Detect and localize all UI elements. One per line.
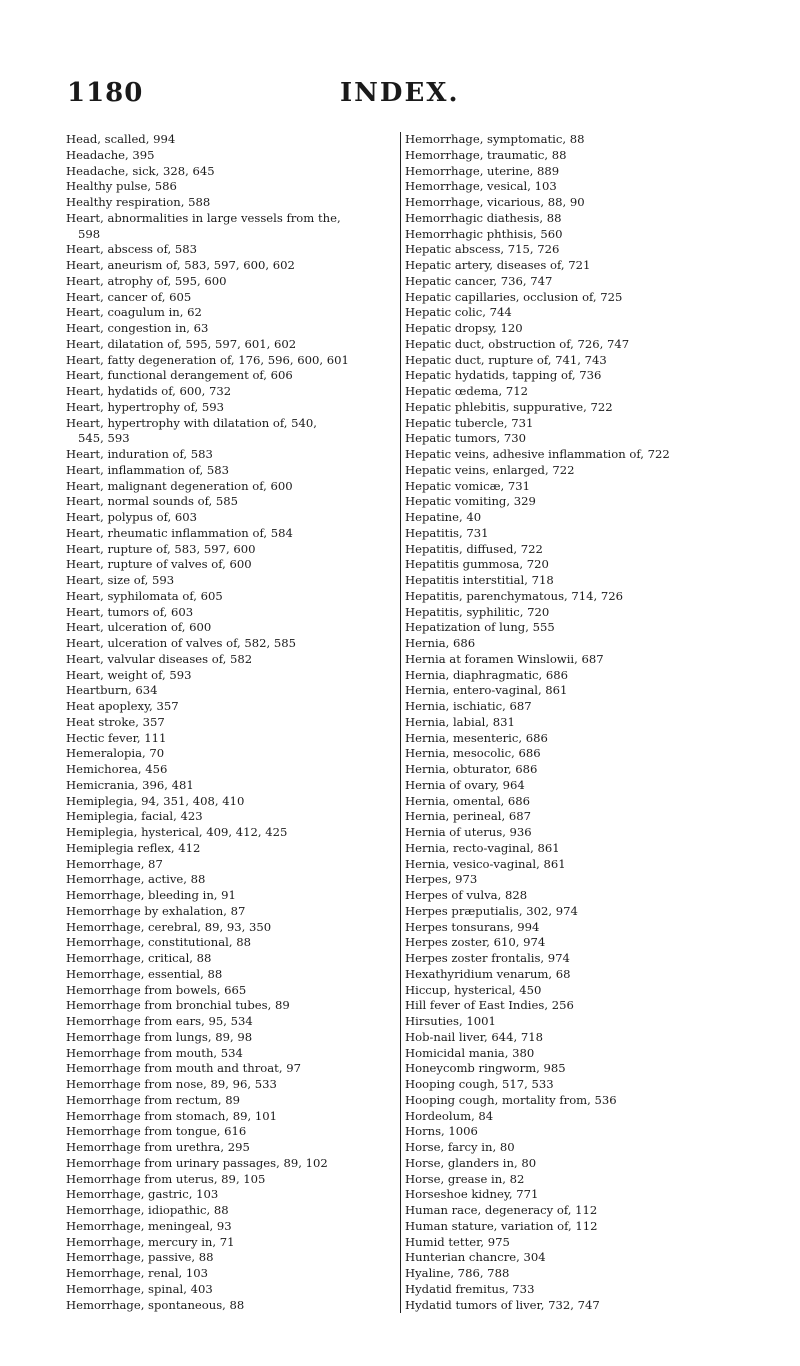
- index-entry: Hemiplegia reflex, 412: [66, 840, 201, 855]
- index-entry: Hepatic vomiting, 329: [405, 494, 536, 509]
- index-entry: Heart, inflammation of, 583: [66, 462, 230, 477]
- index-entry: Heart, abscess of, 583: [66, 242, 198, 257]
- index-entry: Heart, ulceration of valves of, 582, 585: [66, 636, 296, 650]
- index-entry: Hooping cough, mortality from, 536: [405, 1092, 617, 1107]
- index-entry: Heart, congestion in, 63: [66, 321, 209, 335]
- index-entry: Hepatine, 40: [405, 510, 482, 524]
- index-entry: Heart, functional derangement of, 606: [66, 368, 293, 383]
- index-entry: Hepatic colic, 744: [405, 305, 512, 320]
- index-entry: Hemorrhage from bowels, 665: [66, 982, 247, 997]
- index-entry: Heart, hypertrophy with dilatation of, 540,: [66, 415, 317, 430]
- index-entry: Hemorrhage from nose, 89, 96, 533: [66, 1077, 277, 1091]
- index-entry: Humid tetter, 975: [405, 1234, 510, 1249]
- index-entry: Hemichorea, 456: [66, 762, 168, 776]
- index-entry: Hyaline, 786, 788: [405, 1266, 510, 1280]
- index-entry: Hepatitis, syphilitic, 720: [405, 604, 550, 619]
- index-entry: Heart, abnormalities in large vessels from the,: [66, 210, 341, 225]
- index-entry: Hemorrhage, 87: [66, 856, 163, 871]
- index-entry: Heart, polypus of, 603: [66, 510, 197, 524]
- index-entry: Honeycomb ringworm, 985: [405, 1061, 566, 1076]
- index-entry: Hepatic capillaries, occlusion of, 725: [405, 289, 623, 304]
- index-entry: Hernia, recto-vaginal, 861: [405, 840, 560, 855]
- index-entry: Hemorrhage, gastric, 103: [66, 1187, 219, 1202]
- index-entry: Hemorrhage, meningeal, 93: [66, 1218, 232, 1233]
- index-entry: Hemorrhage from mouth and throat, 97: [66, 1061, 301, 1076]
- index-entry: 545, 593: [78, 431, 130, 446]
- index-entry: Heart, valvular diseases of, 582: [66, 651, 253, 666]
- index-entry: Hepatitis, 731: [405, 525, 489, 540]
- index-entry: Hemorrhage from rectum, 89: [66, 1092, 241, 1107]
- index-entry: Horse, glanders in, 80: [405, 1155, 537, 1170]
- index-entry: Hepatic duct, obstruction of, 726, 747: [405, 336, 630, 351]
- index-entry: Hepatic duct, rupture of, 741, 743: [405, 352, 607, 367]
- index-entry: Hiccup, hysterical, 450: [405, 982, 542, 997]
- index-entry: Hill fever of East Indies, 256: [405, 998, 574, 1013]
- index-entry: Hepatic abscess, 715, 726: [405, 242, 560, 257]
- index-column-left: [66, 132, 384, 1313]
- index-entry: Herpes tonsurans, 994: [405, 919, 540, 934]
- index-entry: Hooping cough, 517, 533: [405, 1077, 554, 1091]
- index-entry: Hepatic hydatids, tapping of, 736: [405, 368, 602, 383]
- index-entry: Hectic fever, 111: [66, 730, 167, 745]
- index-entry: Horns, 1006: [405, 1124, 478, 1139]
- index-entry: Hemorrhage, cerebral, 89, 93, 350: [66, 919, 272, 934]
- index-entry: Hemorrhagic diathesis, 88: [405, 210, 562, 225]
- index-entry: Hepatitis, parenchymatous, 714, 726: [405, 588, 624, 603]
- index-entry: Hemorrhage, vicarious, 88, 90: [405, 195, 585, 209]
- index-entry: Hemorrhage from bronchial tubes, 89: [66, 998, 290, 1013]
- index-entry: Herpes, 973: [405, 872, 478, 887]
- index-entry: Hemorrhage from tongue, 616: [66, 1124, 247, 1139]
- index-entry: Hemiplegia, hysterical, 409, 412, 425: [66, 825, 288, 839]
- index-entry: Hemorrhage, uterine, 889: [405, 163, 560, 178]
- index-entry: Hemorrhage, constitutional, 88: [66, 935, 252, 950]
- page-header: [0, 78, 800, 122]
- index-entry: Hemorrhage from uterus, 89, 105: [66, 1171, 266, 1186]
- index-entry: Hemeralopia, 70: [66, 746, 165, 761]
- index-entry: Hepatic tubercle, 731: [405, 415, 534, 430]
- index-entry: Heart, rupture of valves of, 600: [66, 557, 252, 572]
- index-entry: Heart, coagulum in, 62: [66, 305, 202, 320]
- index-entry: Heart, normal sounds of, 585: [66, 494, 239, 509]
- index-entry: Hepatitis, diffused, 722: [405, 541, 543, 556]
- index-entry: Hemorrhage from ears, 95, 534: [66, 1014, 253, 1028]
- index-entry: Hemorrhage from urinary passages, 89, 102: [66, 1155, 328, 1170]
- index-entry: Hemorrhage, idiopathic, 88: [66, 1203, 229, 1217]
- index-entry: Healthy pulse, 586: [66, 179, 177, 194]
- index-entry: Hemorrhage from lungs, 89, 98: [66, 1029, 253, 1044]
- index-entry: Heat stroke, 357: [66, 714, 165, 729]
- index-entry: Hemorrhage, critical, 88: [66, 951, 212, 965]
- index-entry: Hemorrhage from stomach, 89, 101: [66, 1108, 277, 1123]
- index-entry: Herpes zoster frontalis, 974: [405, 951, 570, 965]
- index-entry: Headache, 395: [66, 147, 155, 162]
- index-entry: Healthy respiration, 588: [66, 195, 211, 209]
- index-entry: Headache, sick, 328, 645: [66, 163, 215, 178]
- index-entry: Hemorrhage, vesical, 103: [405, 179, 557, 194]
- index-entry: Hemorrhage, passive, 88: [66, 1250, 214, 1265]
- index-entry: Hepatic veins, adhesive inflammation of, 722: [405, 447, 670, 461]
- index-entry: Hernia, perineal, 687: [405, 809, 531, 824]
- index-entry: Heart, atrophy of, 595, 600: [66, 273, 227, 288]
- index-entry: Heart, tumors of, 603: [66, 604, 194, 619]
- index-entry: Hepatic vomicæ, 731: [405, 478, 530, 493]
- index-entry: Hordeolum, 84: [405, 1108, 494, 1123]
- page-title: INDEX.: [340, 78, 460, 108]
- index-entry: Head, scalled, 994: [66, 132, 176, 146]
- index-entry: Hemorrhage, traumatic, 88: [405, 147, 567, 162]
- index-entry: Hexathyridium venarum, 68: [405, 966, 571, 981]
- index-entry: Heart, malignant degeneration of, 600: [66, 478, 293, 493]
- index-entry: Herpes præputialis, 302, 974: [405, 903, 578, 918]
- index-entry: Heart, dilatation of, 595, 597, 601, 602: [66, 336, 297, 351]
- index-entry: Hunterian chancre, 304: [405, 1250, 546, 1265]
- index-entry: Hydatid fremitus, 733: [405, 1281, 535, 1296]
- index-entry: Homicidal mania, 380: [405, 1045, 535, 1060]
- index-entry: Heart, cancer of, 605: [66, 289, 192, 304]
- index-entry: Hemicrania, 396, 481: [66, 777, 194, 792]
- index-entry: Heartburn, 634: [66, 683, 158, 698]
- index-entry: Hemiplegia, 94, 351, 408, 410: [66, 793, 245, 808]
- index-entry: Heart, weight of, 593: [66, 667, 192, 682]
- index-entry: Human race, degeneracy of, 112: [405, 1203, 598, 1217]
- index-entry: Hemorrhage, active, 88: [66, 872, 206, 887]
- index-entry: Hepatization of lung, 555: [405, 620, 555, 635]
- index-entry: Hemorrhage from mouth, 534: [66, 1045, 243, 1060]
- index-entry: Herpes zoster, 610, 974: [405, 935, 546, 950]
- index-entry: Hernia, vesico-vaginal, 861: [405, 856, 566, 871]
- index-entry: Hepatitis gummosa, 720: [405, 557, 549, 572]
- index-entry: Hernia, entero-vaginal, 861: [405, 683, 568, 698]
- index-entry: Heart, size of, 593: [66, 573, 175, 587]
- index-entry: Hemorrhage, mercury in, 71: [66, 1234, 235, 1249]
- index-entry: Heart, induration of, 583: [66, 447, 213, 461]
- index-entry: Hemiplegia, facial, 423: [66, 809, 203, 824]
- index-entry: Hernia of ovary, 964: [405, 777, 525, 792]
- index-entry: Hepatic cancer, 736, 747: [405, 273, 553, 288]
- index-entry: Heart, rupture of, 583, 597, 600: [66, 541, 256, 556]
- index-entry: Horseshoe kidney, 771: [405, 1187, 539, 1202]
- index-entry: Hernia, mesenteric, 686: [405, 730, 548, 745]
- index-entry: Hernia at foramen Winslowii, 687: [405, 651, 604, 666]
- index-entry: Heat apoplexy, 357: [66, 699, 179, 713]
- index-entry: Human stature, variation of, 112: [405, 1218, 598, 1233]
- index-column-right: [400, 132, 745, 1313]
- index-entry: Heart, hydatids of, 600, 732: [66, 384, 232, 398]
- index-entry: Hemorrhage, essential, 88: [66, 966, 223, 981]
- index-entry: Hepatic artery, diseases of, 721: [405, 258, 591, 272]
- index-entry: Hemorrhage, symptomatic, 88: [405, 132, 585, 146]
- index-entry: Hepatic phlebitis, suppurative, 722: [405, 399, 613, 414]
- index-entry: Hernia of uterus, 936: [405, 825, 532, 839]
- index-entry: Hepatic tumors, 730: [405, 431, 526, 446]
- index-entry: Hernia, omental, 686: [405, 793, 531, 808]
- index-entry: Hemorrhage by exhalation, 87: [66, 903, 246, 918]
- page-number: 1180: [67, 78, 144, 108]
- index-entry: Horse, grease in, 82: [405, 1171, 525, 1186]
- index-entry: Hepatic dropsy, 120: [405, 321, 523, 335]
- index-entry: Hepatic œdema, 712: [405, 384, 529, 398]
- index-entry: 598: [78, 226, 101, 241]
- index-entry: Heart, fatty degeneration of, 176, 596, 600, 601: [66, 352, 349, 367]
- index-entry: Hob-nail liver, 644, 718: [405, 1029, 544, 1044]
- index-entry: Heart, ulceration of, 600: [66, 620, 212, 635]
- index-entry: Hemorrhage, spontaneous, 88: [66, 1297, 245, 1312]
- index-entry: Hemorrhage, renal, 103: [66, 1266, 209, 1280]
- index-entry: Hernia, mesocolic, 686: [405, 746, 541, 761]
- index-entry: Hemorrhage, spinal, 403: [66, 1281, 213, 1296]
- index-entry: Hernia, 686: [405, 636, 476, 650]
- index-entry: Hernia, obturator, 686: [405, 762, 538, 776]
- index-entry: Hemorrhage from urethra, 295: [66, 1140, 250, 1154]
- index-entry: Hepatic veins, enlarged, 722: [405, 462, 575, 477]
- index-entry: Hepatitis interstitial, 718: [405, 573, 554, 587]
- index-entry: Horse, farcy in, 80: [405, 1140, 515, 1154]
- index-entry: Hydatid tumors of liver, 732, 747: [405, 1297, 600, 1312]
- index-entry: Heart, hypertrophy of, 593: [66, 399, 224, 414]
- index-entry: Hemorrhagic phthisis, 560: [405, 226, 563, 241]
- index-entry: Hernia, ischiatic, 687: [405, 699, 532, 713]
- index-entry: Hemorrhage, bleeding in, 91: [66, 888, 236, 902]
- index-entry: Heart, rheumatic inflammation of, 584: [66, 525, 293, 540]
- index-entry: Hirsuties, 1001: [405, 1014, 496, 1028]
- index-entry: Hernia, labial, 831: [405, 714, 515, 729]
- index-entry: Heart, syphilomata of, 605: [66, 588, 223, 603]
- index-entry: Herpes of vulva, 828: [405, 888, 528, 902]
- index-entry: Heart, aneurism of, 583, 597, 600, 602: [66, 258, 295, 272]
- index-entry: Hernia, diaphragmatic, 686: [405, 667, 569, 682]
